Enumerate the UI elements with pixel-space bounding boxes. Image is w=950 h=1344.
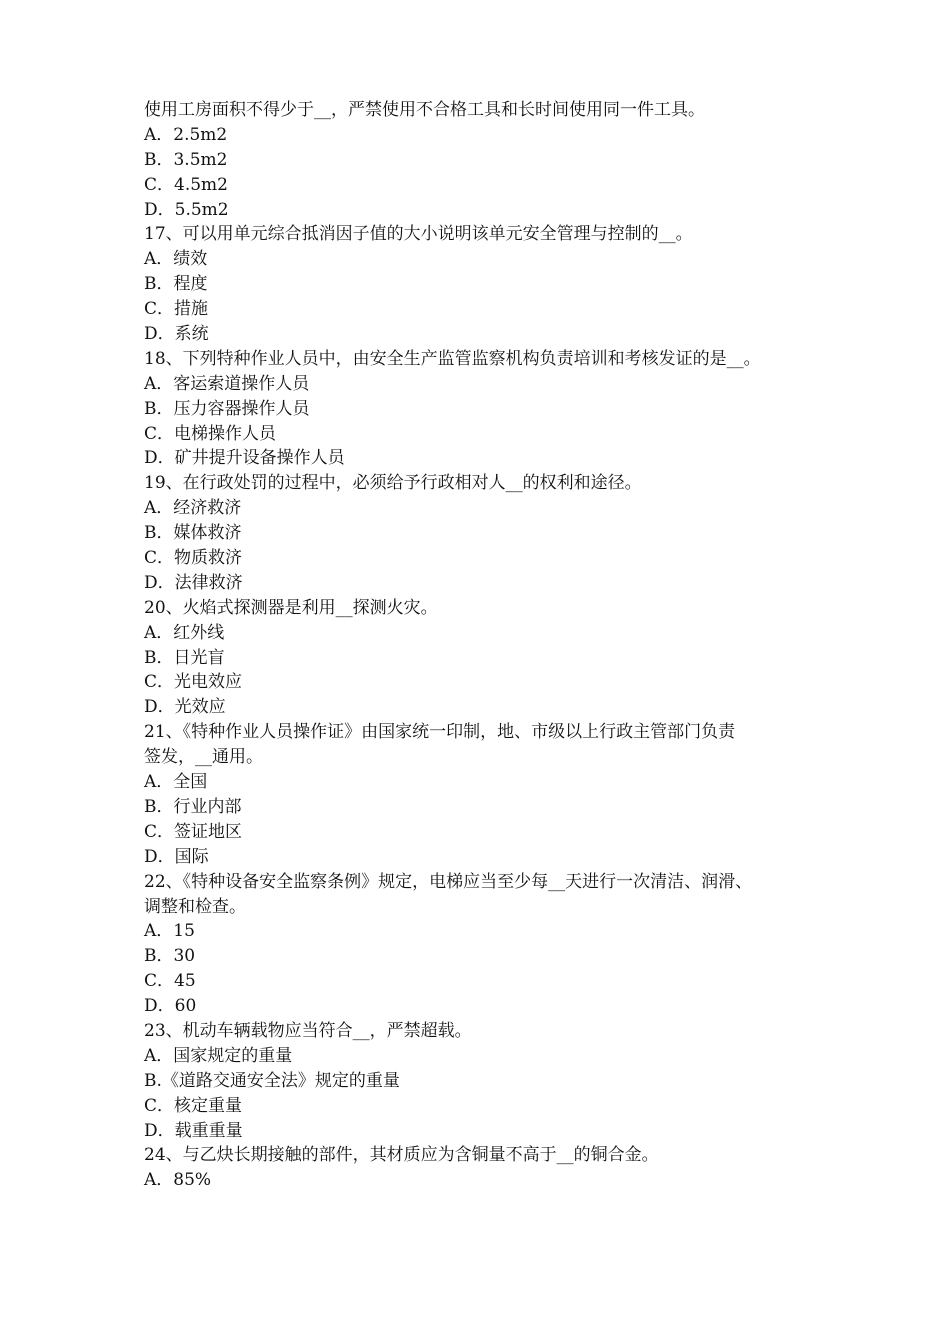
question-19-option-b: B．媒体救济 xyxy=(144,523,242,544)
question-21-option-a: A．全国 xyxy=(144,772,208,793)
question-18-option-b: B．压力容器操作人员 xyxy=(144,398,310,419)
question-16-option-a: A．2.5m2 xyxy=(144,124,228,145)
question-18-stem: 18、下列特种作业人员中，由安全生产监管监察机构负责培训和考核发证的是__。 xyxy=(144,348,761,369)
question-19-option-c: C．物质救济 xyxy=(144,548,243,569)
question-23-option-a: A．国家规定的重量 xyxy=(144,1045,293,1066)
question-18-option-a: A．客运索道操作人员 xyxy=(144,373,310,394)
question-16-option-b: B．3.5m2 xyxy=(144,149,228,170)
question-16-stem-continued: 使用工房面积不得少于__，严禁使用不合格工具和长时间使用同一件工具。 xyxy=(144,100,705,120)
question-22-option-c: C．45 xyxy=(144,971,196,992)
question-23-option-b: B.《道路交通安全法》规定的重量 xyxy=(144,1070,400,1091)
question-22-stem-line-2: 调整和检查。 xyxy=(144,896,246,917)
question-19-option-d: D．法律救济 xyxy=(144,572,243,593)
question-20-option-b: B．日光盲 xyxy=(144,647,225,668)
question-17-option-c: C．措施 xyxy=(144,299,209,320)
question-20-option-d: D．光效应 xyxy=(144,697,226,718)
question-22-option-a: A．15 xyxy=(144,921,195,942)
question-24-stem: 24、与乙炔长期接触的部件，其材质应为含铜量不高于__的铜合金。 xyxy=(144,1145,659,1166)
question-18-option-c: C．电梯操作人员 xyxy=(144,423,277,444)
question-17-stem: 17、可以用单元综合抵消因子值的大小说明该单元安全管理与控制的__。 xyxy=(144,224,693,245)
question-22-option-b: B．30 xyxy=(144,946,196,967)
question-17-option-b: B．程度 xyxy=(144,274,208,295)
question-21-option-b: B．行业内部 xyxy=(144,796,242,817)
question-20-stem: 20、火焰式探测器是利用__探测火灾。 xyxy=(144,597,438,618)
question-18-option-d: D．矿井提升设备操作人员 xyxy=(144,448,345,469)
question-19-stem: 19、在行政处罚的过程中，必须给予行政相对人__的权利和途径。 xyxy=(144,473,642,494)
question-21-option-d: D．国际 xyxy=(144,846,209,867)
question-21-option-c: C．签证地区 xyxy=(144,821,243,842)
question-16-option-d: D．5.5m2 xyxy=(144,199,229,220)
question-16-option-c: C．4.5m2 xyxy=(144,174,228,195)
question-21-stem-line-1: 21、《特种作业人员操作证》由国家统一印制，地、市级以上行政主管部门负责 xyxy=(144,722,736,743)
question-23-option-d: D．载重重量 xyxy=(144,1120,243,1141)
question-24-option-a: A．85% xyxy=(144,1170,212,1191)
question-20-option-a: A．红外线 xyxy=(144,622,225,643)
question-21-stem-line-2: 签发，__通用。 xyxy=(144,747,263,768)
question-23-option-c: C．核定重量 xyxy=(144,1095,243,1116)
question-17-option-d: D．系统 xyxy=(144,324,209,345)
question-23-stem: 23、机动车辆载物应当符合__，严禁超载。 xyxy=(144,1020,472,1041)
document-page xyxy=(144,98,834,1193)
question-22-option-d: D．60 xyxy=(144,996,197,1017)
question-22-stem-line-1: 22、《特种设备安全监察条例》规定，电梯应当至少每__天进行一次清洁、润滑、 xyxy=(144,871,753,892)
question-19-option-a: A．经济救济 xyxy=(144,498,242,519)
question-17-option-a: A．绩效 xyxy=(144,249,208,270)
question-20-option-c: C．光电效应 xyxy=(144,672,243,693)
